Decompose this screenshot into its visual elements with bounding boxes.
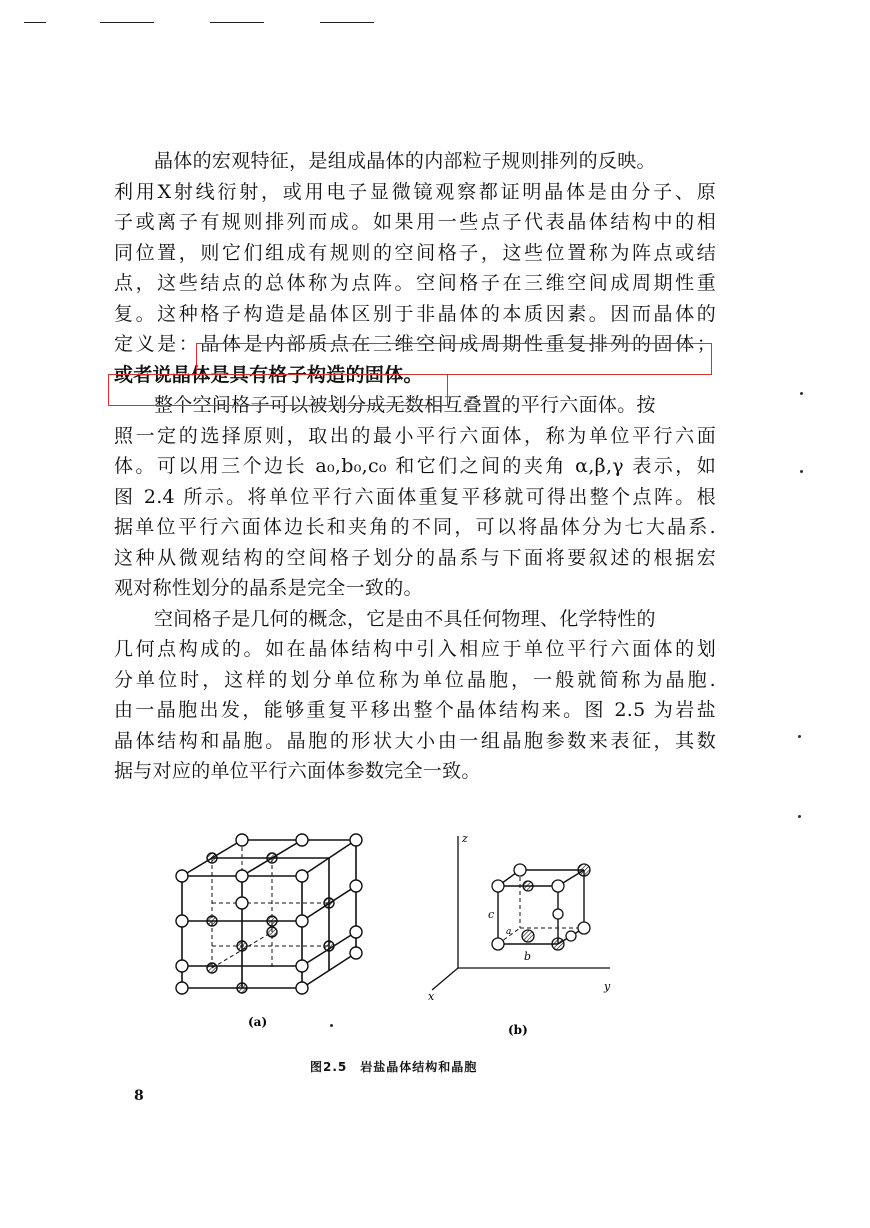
rock-salt-diagram [160,828,640,1078]
text-line: 据单位平行六面体边长和夹角的不同，可以将晶体分为七大晶系. [114,516,716,538]
text-line: 利用X射线衍射，或用电子显微镜观察都证明晶体是由分子、原 [114,180,716,203]
text-line: 整个空间格子可以被划分成无数相互叠置的平行六面体。按 [154,394,656,416]
edge-a-label: a [506,927,512,937]
text-line: 照一定的选择原则，取出的最小平行六面体，称为单位平行六面 [114,424,716,447]
text-line: 空间格子是几何的概念，它是由不具任何物理、化学特性的 [154,607,656,630]
text-line: 点，这些结点的总体称为点阵。空间格子在三维空间成周期性重 [114,272,716,294]
text-line: 体。可以用三个边长 a₀,b₀,c₀ 和它们之间的夹角 α,β,γ 表示，如 [114,455,716,477]
header-rule [210,22,264,23]
body-text [114,146,716,787]
figure-rock-salt [160,828,640,1078]
text-line: 这种从微观结构的空间格子划分的晶系与下面将要叙述的根据宏 [114,546,716,569]
text-line: 观对称性划分的晶系是完全一致的。 [114,577,423,599]
text-line: 几何点构成的。如在晶体结构中引入相应于单位平行六面体的划 [114,638,716,660]
axis-x-label: x [428,990,435,1003]
text-line: 定义是：晶体是内部质点在三维空间成周期性重复排列的固体； [114,333,716,355]
text-line: 图 2.4 所示。将单位平行六面体重复平移就可得出整个点阵。根 [114,485,716,508]
figure-label-b: (b) [508,1023,528,1037]
text-line: 子或离子有规则排列而成。如果用一些点子代表晶体结构中的相 [114,211,716,233]
text-line: 同位置，则它们组成有规则的空间格子，这些位置称为阵点或结 [114,241,716,264]
text-line: 据与对应的单位平行六面体参数完全一致。 [114,760,481,782]
text-line: 或者说晶体是具有格子构造的固体。 [114,363,423,386]
scan-speck [798,735,801,738]
axis-z-label: z [462,832,468,845]
header-rule [320,22,374,23]
scan-speck [798,815,801,818]
header-rule [24,22,46,23]
edge-b-label: b [524,950,532,963]
figure-caption: 图2.5 岩盐晶体结构和晶胞 [310,1060,478,1074]
scan-speck [800,392,803,395]
figure-label-a: (a) [248,1015,268,1029]
scan-speck [330,1024,333,1027]
text-line: 晶体的宏观特征，是组成晶体的内部粒子规则排列的反映。 [154,150,656,172]
header-rule [100,22,154,23]
scan-speck [800,470,803,473]
axis-y-label: y [604,980,611,993]
page-number: 8 [134,1088,144,1104]
text-line: 晶体结构和晶胞。晶胞的形状大小由一组晶胞参数来表征，其数 [114,729,716,752]
edge-c-label: c [488,908,495,921]
text-line: 复。这种格子构造是晶体区别于非晶体的本质因素。因而晶体的 [114,302,716,325]
text-line: 分单位时，这样的划分单位称为单位晶胞，一般就简称为晶胞. [114,668,716,691]
text-line: 由一晶胞出发，能够重复平移出整个晶体结构来。图 2.5 为岩盐 [114,699,716,721]
ion-markers [176,834,362,994]
